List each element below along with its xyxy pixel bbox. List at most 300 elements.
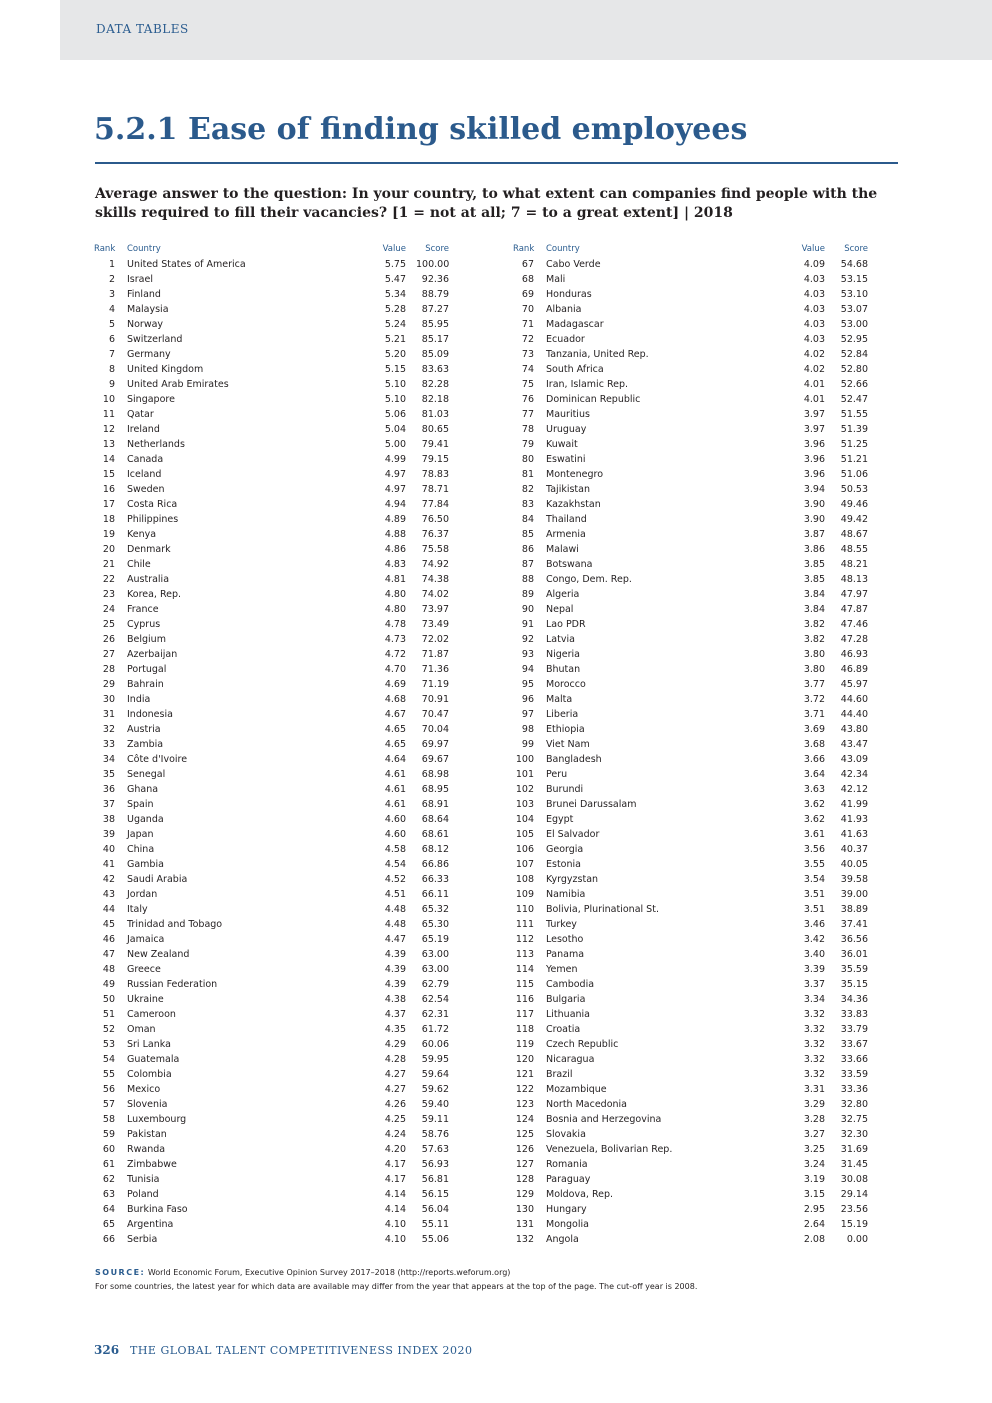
country-name: Burundi	[546, 784, 584, 795]
value-cell: 3.96	[798, 453, 825, 467]
rank-cell: 132	[515, 1234, 534, 1245]
country-name: Eswatini	[546, 454, 586, 465]
rank-column-header: Rank	[513, 244, 535, 254]
score-cell: 59.40	[421, 1099, 449, 1110]
value-cell: 4.86	[379, 543, 406, 557]
score-cell: 65.32	[421, 904, 449, 915]
value-cell: 3.55	[798, 858, 825, 872]
value-cell: 5.24	[379, 318, 406, 332]
table-row	[94, 858, 449, 873]
value-cell: 3.40	[798, 948, 825, 962]
value-cell: 4.35	[379, 1023, 406, 1037]
score-cell: 38.89	[840, 904, 868, 915]
country-name: Ukraine	[127, 994, 164, 1005]
rank-cell: 62	[102, 1174, 115, 1185]
value-cell: 5.15	[379, 363, 406, 377]
table-row	[94, 498, 449, 513]
country-name: Jordan	[127, 889, 158, 900]
table-row	[513, 753, 868, 768]
score-cell: 31.45	[840, 1159, 868, 1170]
rank-cell: 53	[102, 1039, 115, 1050]
table-row	[94, 423, 449, 438]
footnote: For some countries, the latest year for which data are available may differ from the year that appears at the top of the page. The cut-off year is 2008.	[95, 1282, 698, 1291]
rank-cell: 33	[102, 739, 115, 750]
value-cell: 4.01	[798, 393, 825, 407]
score-cell: 41.99	[840, 799, 868, 810]
score-cell: 68.91	[421, 799, 449, 810]
rank-cell: 47	[102, 949, 115, 960]
rank-cell: 111	[515, 919, 534, 930]
value-cell: 3.86	[798, 543, 825, 557]
rank-cell: 41	[102, 859, 115, 870]
table-row	[513, 573, 868, 588]
rank-cell: 87	[521, 559, 534, 570]
score-cell: 40.05	[840, 859, 868, 870]
value-cell: 5.21	[379, 333, 406, 347]
value-cell: 3.32	[798, 1053, 825, 1067]
score-cell: 32.75	[840, 1114, 868, 1125]
table-row	[94, 453, 449, 468]
score-cell: 79.15	[421, 454, 449, 465]
table-row	[94, 903, 449, 918]
table-row	[513, 1128, 868, 1143]
country-name: North Macedonia	[546, 1099, 628, 1110]
value-cell: 3.25	[798, 1143, 825, 1157]
table-row	[513, 738, 868, 753]
country-name: Germany	[127, 349, 171, 360]
value-cell: 4.67	[379, 708, 406, 722]
value-cell: 4.80	[379, 603, 406, 617]
country-name: Kazakhstan	[546, 499, 601, 510]
value-cell: 4.61	[379, 783, 406, 797]
table-row	[513, 693, 868, 708]
country-name: Croatia	[546, 1024, 581, 1035]
country-name: Korea, Rep.	[127, 589, 182, 600]
value-cell: 3.64	[798, 768, 825, 782]
rank-cell: 57	[102, 1099, 115, 1110]
country-name: Iran, Islamic Rep.	[546, 379, 629, 390]
rank-cell: 100	[515, 754, 534, 765]
rank-cell: 58	[102, 1114, 115, 1125]
score-cell: 82.18	[421, 394, 449, 405]
score-cell: 52.47	[840, 394, 868, 405]
rank-cell: 5	[108, 319, 115, 330]
score-cell: 71.36	[421, 664, 449, 675]
rank-cell: 84	[521, 514, 534, 525]
table-row	[94, 738, 449, 753]
rank-cell: 2	[108, 274, 115, 285]
table-row	[513, 378, 868, 393]
country-name: United Kingdom	[127, 364, 204, 375]
rank-cell: 78	[521, 424, 534, 435]
value-cell: 3.82	[798, 633, 825, 647]
country-name: India	[127, 694, 151, 705]
rank-cell: 10	[102, 394, 115, 405]
score-cell: 51.55	[840, 409, 868, 420]
value-cell: 5.28	[379, 303, 406, 317]
score-cell: 47.97	[840, 589, 868, 600]
table-row	[513, 918, 868, 933]
score-cell: 80.65	[421, 424, 449, 435]
value-cell: 4.51	[379, 888, 406, 902]
table-row	[94, 513, 449, 528]
score-column-header: Score	[425, 244, 449, 254]
table-row	[94, 708, 449, 723]
table-row	[94, 378, 449, 393]
table-row	[513, 723, 868, 738]
rank-cell: 92	[521, 634, 534, 645]
rank-cell: 29	[102, 679, 115, 690]
rank-cell: 18	[102, 514, 115, 525]
value-cell: 4.60	[379, 813, 406, 827]
score-cell: 52.95	[840, 334, 868, 345]
rank-cell: 99	[521, 739, 534, 750]
table-row	[94, 843, 449, 858]
value-cell: 4.02	[798, 348, 825, 362]
country-name: Slovakia	[546, 1129, 586, 1140]
country-name: Austria	[127, 724, 161, 735]
score-cell: 51.25	[840, 439, 868, 450]
country-name: Philippines	[127, 514, 179, 525]
score-cell: 52.66	[840, 379, 868, 390]
country-name: United States of America	[127, 259, 246, 270]
value-cell: 5.47	[379, 273, 406, 287]
rank-cell: 86	[521, 544, 534, 555]
country-name: Dominican Republic	[546, 394, 641, 405]
score-cell: 100.00	[416, 259, 450, 270]
country-name: Czech Republic	[546, 1039, 619, 1050]
table-row	[94, 1203, 449, 1218]
country-name: Argentina	[127, 1219, 174, 1230]
rank-cell: 124	[515, 1114, 534, 1125]
rank-cell: 68	[521, 274, 534, 285]
table-row	[94, 348, 449, 363]
country-name: Bulgaria	[546, 994, 586, 1005]
score-cell: 70.47	[421, 709, 449, 720]
table-row	[513, 798, 868, 813]
score-cell: 37.41	[840, 919, 868, 930]
rank-cell: 65	[102, 1219, 115, 1230]
value-cell: 3.42	[798, 933, 825, 947]
rank-cell: 125	[515, 1129, 534, 1140]
table-row	[94, 768, 449, 783]
table-row	[94, 663, 449, 678]
rank-cell: 27	[102, 649, 115, 660]
table-row	[513, 708, 868, 723]
table-row	[94, 468, 449, 483]
score-cell: 56.15	[421, 1189, 449, 1200]
table-row	[94, 798, 449, 813]
table-row	[94, 318, 449, 333]
value-cell: 4.17	[379, 1173, 406, 1187]
value-cell: 3.56	[798, 843, 825, 857]
table-row	[513, 1233, 868, 1248]
rank-cell: 95	[521, 679, 534, 690]
score-cell: 53.00	[840, 319, 868, 330]
table-row	[94, 1218, 449, 1233]
rank-cell: 83	[521, 499, 534, 510]
value-cell: 5.10	[379, 393, 406, 407]
rank-cell: 117	[515, 1009, 534, 1020]
rank-cell: 12	[102, 424, 115, 435]
country-name: Sri Lanka	[127, 1039, 171, 1050]
country-name: Liberia	[546, 709, 579, 720]
table-row	[94, 363, 449, 378]
rank-cell: 98	[521, 724, 534, 735]
value-cell: 3.80	[798, 663, 825, 677]
rank-cell: 24	[102, 604, 115, 615]
table-row	[513, 678, 868, 693]
country-column-header: Country	[546, 244, 580, 254]
score-cell: 81.03	[421, 409, 449, 420]
value-cell: 3.68	[798, 738, 825, 752]
country-name: Angola	[546, 1234, 579, 1245]
rank-cell: 48	[102, 964, 115, 975]
score-cell: 47.87	[840, 604, 868, 615]
table-row	[94, 633, 449, 648]
score-cell: 87.27	[421, 304, 449, 315]
value-cell: 4.27	[379, 1068, 406, 1082]
score-cell: 35.15	[840, 979, 868, 990]
rank-cell: 110	[515, 904, 534, 915]
value-cell: 4.03	[798, 288, 825, 302]
score-cell: 52.80	[840, 364, 868, 375]
score-cell: 48.55	[840, 544, 868, 555]
country-name: Uruguay	[546, 424, 587, 435]
rank-column-header: Rank	[94, 244, 116, 254]
value-cell: 4.38	[379, 993, 406, 1007]
score-cell: 65.30	[421, 919, 449, 930]
score-cell: 59.95	[421, 1054, 449, 1065]
country-name: Belgium	[127, 634, 166, 645]
rank-cell: 52	[102, 1024, 115, 1035]
country-name: Switzerland	[127, 334, 183, 345]
rank-cell: 22	[102, 574, 115, 585]
score-cell: 69.67	[421, 754, 449, 765]
score-cell: 68.64	[421, 814, 449, 825]
country-name: Viet Nam	[546, 739, 590, 750]
value-cell: 3.54	[798, 873, 825, 887]
score-cell: 59.62	[421, 1084, 449, 1095]
value-cell: 4.78	[379, 618, 406, 632]
rank-cell: 7	[108, 349, 115, 360]
section-label: DATA TABLES	[96, 22, 189, 36]
score-cell: 55.11	[421, 1219, 449, 1230]
country-name: Yemen	[546, 964, 578, 975]
rank-cell: 116	[515, 994, 534, 1005]
rank-cell: 13	[102, 439, 115, 450]
country-name: Panama	[546, 949, 585, 960]
table-row	[94, 813, 449, 828]
table-row	[513, 543, 868, 558]
country-name: Netherlands	[127, 439, 185, 450]
country-name: Indonesia	[127, 709, 173, 720]
table-row	[94, 783, 449, 798]
value-cell: 4.09	[798, 258, 825, 272]
score-cell: 33.83	[840, 1009, 868, 1020]
country-name: Mozambique	[546, 1084, 607, 1095]
country-name: Mongolia	[546, 1219, 589, 1230]
score-cell: 74.02	[421, 589, 449, 600]
table-row	[94, 948, 449, 963]
value-cell: 3.37	[798, 978, 825, 992]
table-row	[513, 363, 868, 378]
value-cell: 4.26	[379, 1098, 406, 1112]
table-row	[94, 873, 449, 888]
rank-cell: 36	[102, 784, 115, 795]
value-cell: 4.39	[379, 948, 406, 962]
value-cell: 3.77	[798, 678, 825, 692]
country-name: Denmark	[127, 544, 171, 555]
ranking-table-right	[513, 243, 868, 1248]
rank-cell: 127	[515, 1159, 534, 1170]
rank-cell: 88	[521, 574, 534, 585]
country-name: Colombia	[127, 1069, 172, 1080]
score-cell: 60.06	[421, 1039, 449, 1050]
table-row	[513, 423, 868, 438]
table-row	[94, 1188, 449, 1203]
value-cell: 4.69	[379, 678, 406, 692]
rank-cell: 113	[515, 949, 534, 960]
score-cell: 63.00	[421, 949, 449, 960]
table-row	[513, 303, 868, 318]
table-row	[513, 993, 868, 1008]
table-row	[94, 393, 449, 408]
score-cell: 68.98	[421, 769, 449, 780]
rank-cell: 89	[521, 589, 534, 600]
score-cell: 68.61	[421, 829, 449, 840]
table-body	[94, 258, 449, 1248]
value-cell: 4.10	[379, 1233, 406, 1247]
value-cell: 4.72	[379, 648, 406, 662]
value-cell: 3.80	[798, 648, 825, 662]
country-name: Norway	[127, 319, 164, 330]
rank-cell: 39	[102, 829, 115, 840]
value-cell: 4.39	[379, 978, 406, 992]
country-name: Kyrgyzstan	[546, 874, 599, 885]
score-cell: 78.83	[421, 469, 449, 480]
value-cell: 3.19	[798, 1173, 825, 1187]
rank-cell: 119	[515, 1039, 534, 1050]
score-cell: 44.60	[840, 694, 868, 705]
score-cell: 33.36	[840, 1084, 868, 1095]
country-name: Cabo Verde	[546, 259, 601, 270]
rank-cell: 104	[515, 814, 534, 825]
table-row	[94, 963, 449, 978]
score-cell: 47.46	[840, 619, 868, 630]
score-cell: 58.76	[421, 1129, 449, 1140]
table-row	[94, 693, 449, 708]
rank-cell: 60	[102, 1144, 115, 1155]
rank-cell: 51	[102, 1009, 115, 1020]
rank-cell: 74	[521, 364, 534, 375]
table-row	[513, 768, 868, 783]
value-cell: 4.27	[379, 1083, 406, 1097]
value-cell: 3.94	[798, 483, 825, 497]
value-cell: 3.46	[798, 918, 825, 932]
rank-cell: 97	[521, 709, 534, 720]
country-name: Mauritius	[546, 409, 590, 420]
value-cell: 3.97	[798, 423, 825, 437]
score-cell: 48.21	[840, 559, 868, 570]
table-row	[513, 903, 868, 918]
table-header	[94, 243, 449, 258]
country-name: Gambia	[127, 859, 164, 870]
rank-cell: 55	[102, 1069, 115, 1080]
value-cell: 3.84	[798, 603, 825, 617]
table-body	[513, 258, 868, 1248]
country-name: Lesotho	[546, 934, 584, 945]
table-row	[94, 648, 449, 663]
rank-cell: 77	[521, 409, 534, 420]
table-row	[94, 933, 449, 948]
score-cell: 79.41	[421, 439, 449, 450]
rank-cell: 37	[102, 799, 115, 810]
rank-cell: 50	[102, 994, 115, 1005]
country-name: Lithuania	[546, 1009, 591, 1020]
country-name: Jamaica	[127, 934, 165, 945]
rank-cell: 69	[521, 289, 534, 300]
rank-cell: 126	[515, 1144, 534, 1155]
value-cell: 4.65	[379, 738, 406, 752]
country-name: Tunisia	[127, 1174, 160, 1185]
country-name: Bangladesh	[546, 754, 602, 765]
rank-cell: 31	[102, 709, 115, 720]
value-cell: 4.20	[379, 1143, 406, 1157]
table-row	[513, 633, 868, 648]
country-name: Malaysia	[127, 304, 169, 315]
value-cell: 4.03	[798, 318, 825, 332]
table-row	[513, 1038, 868, 1053]
table-row	[94, 753, 449, 768]
country-name: Costa Rica	[127, 499, 178, 510]
rank-cell: 129	[515, 1189, 534, 1200]
score-cell: 53.15	[840, 274, 868, 285]
score-cell: 88.79	[421, 289, 449, 300]
country-name: United Arab Emirates	[127, 379, 229, 390]
country-name: Malawi	[546, 544, 579, 555]
value-cell: 3.28	[798, 1113, 825, 1127]
rank-cell: 128	[515, 1174, 534, 1185]
value-cell: 4.03	[798, 273, 825, 287]
table-row	[94, 993, 449, 1008]
rank-cell: 21	[102, 559, 115, 570]
score-cell: 43.09	[840, 754, 868, 765]
country-name: Oman	[127, 1024, 156, 1035]
country-name: Ireland	[127, 424, 160, 435]
value-cell: 4.81	[379, 573, 406, 587]
table-row	[513, 1023, 868, 1038]
country-name: South Africa	[546, 364, 604, 375]
rank-cell: 56	[102, 1084, 115, 1095]
country-name: Senegal	[127, 769, 166, 780]
score-cell: 77.84	[421, 499, 449, 510]
table-row	[94, 303, 449, 318]
country-name: Burkina Faso	[127, 1204, 188, 1215]
score-cell: 51.39	[840, 424, 868, 435]
table-row	[94, 723, 449, 738]
table-row	[513, 528, 868, 543]
value-cell: 4.25	[379, 1113, 406, 1127]
rank-cell: 76	[521, 394, 534, 405]
country-name: Nicaragua	[546, 1054, 595, 1065]
title-divider	[95, 162, 898, 164]
value-cell: 4.48	[379, 918, 406, 932]
country-name: Zambia	[127, 739, 164, 750]
table-row	[513, 648, 868, 663]
table-row	[94, 408, 449, 423]
rank-cell: 40	[102, 844, 115, 855]
